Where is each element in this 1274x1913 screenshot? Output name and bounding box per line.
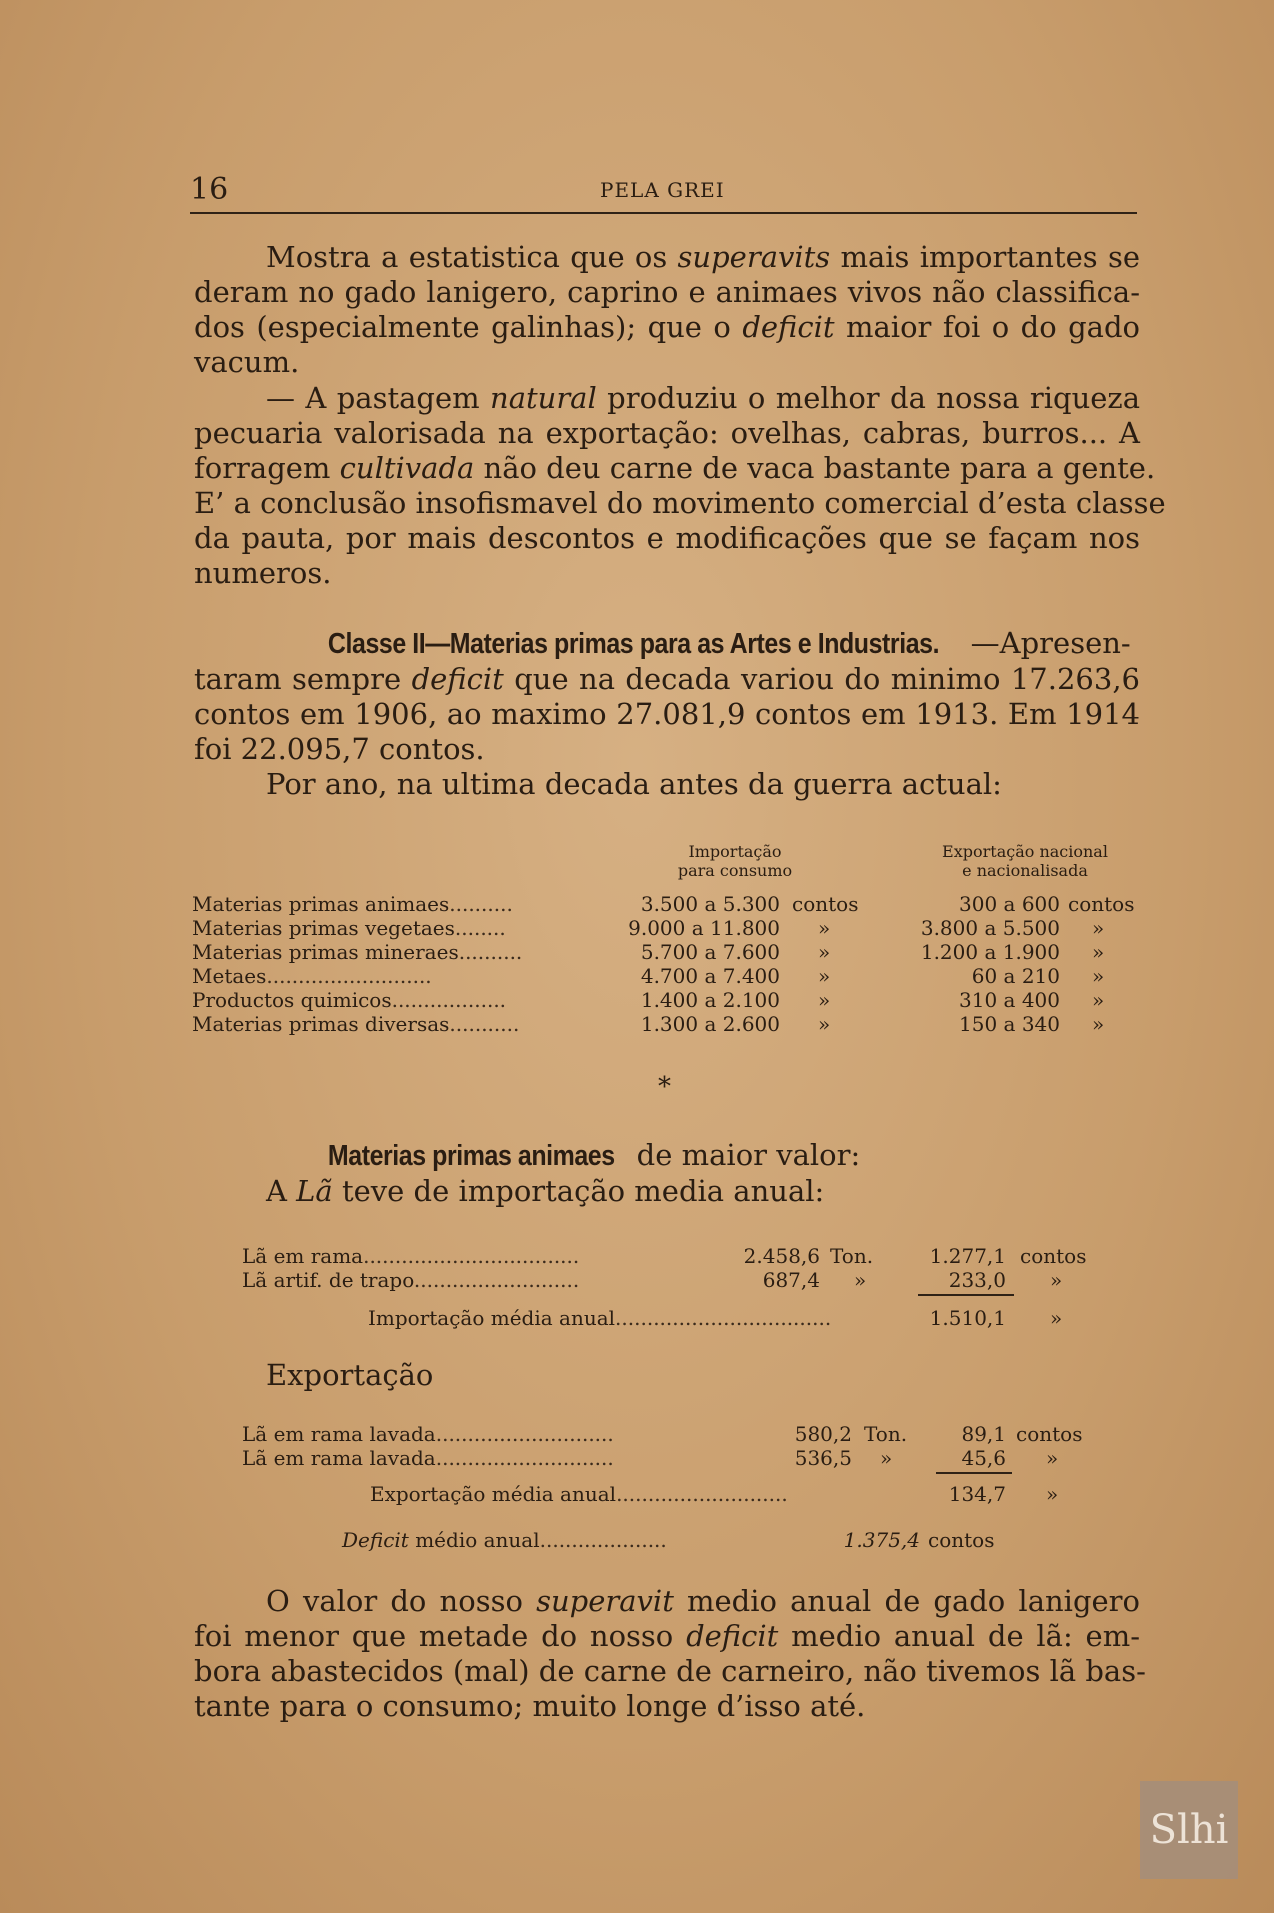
quantity-unit: » bbox=[854, 1268, 867, 1292]
quantity-unit: » bbox=[880, 1446, 893, 1470]
text-line: Mostra a estatistica que os superavits mais importantes se bbox=[266, 240, 1140, 274]
import-range: 3.500 a 5.300 bbox=[640, 892, 780, 916]
table-row: Metaes.......................... bbox=[192, 964, 432, 988]
import-range: 5.700 a 7.600 bbox=[640, 940, 780, 964]
export-unit: contos bbox=[1068, 892, 1135, 916]
table-row: Lã artif. de trapo.......................... bbox=[242, 1268, 580, 1292]
text-line: taram sempre deficit que na decada variou do minimo 17.263,6 bbox=[194, 662, 1140, 696]
text-line: A Lã teve de importação media anual: bbox=[266, 1174, 825, 1208]
deficit-value: 1.375,4 bbox=[843, 1528, 920, 1552]
text-line: dos (especialmente galinhas); que o deficit maior foi o do gado bbox=[194, 310, 1140, 344]
text-line: contos em 1906, ao maximo 27.081,9 contos em 1913. Em 1914 bbox=[194, 697, 1140, 731]
table-row: Materias primas mineraes.......... bbox=[192, 940, 523, 964]
table-row: Materias primas diversas........... bbox=[192, 1012, 520, 1036]
text-line: Classe II—Materias primas para as Artes e Industrias. —Apresen- bbox=[194, 626, 1140, 662]
quantity-unit: Ton. bbox=[864, 1422, 908, 1446]
value: 89,1 bbox=[961, 1422, 1006, 1446]
section-heading: Classe II—Materias primas para as Artes e Industrias. bbox=[327, 628, 940, 660]
import-unit: » bbox=[818, 1012, 831, 1036]
import-range: 4.700 a 7.400 bbox=[640, 964, 780, 988]
quantity: 2.458,6 bbox=[743, 1244, 820, 1268]
export-range: 310 a 400 bbox=[959, 988, 1060, 1012]
export-unit: » bbox=[1092, 964, 1105, 988]
export-unit: » bbox=[1092, 940, 1105, 964]
export-range: 1.200 a 1.900 bbox=[920, 940, 1060, 964]
total-value: 1.510,1 bbox=[929, 1306, 1006, 1330]
table-row: Lã em rama.................................. bbox=[242, 1244, 580, 1268]
paragraph-3 bbox=[194, 626, 1140, 802]
import-range: 1.300 a 2.600 bbox=[640, 1012, 780, 1036]
running-title: PELA GREI bbox=[600, 178, 725, 202]
text-line: O valor do nosso superavit medio anual de gado lanigero bbox=[266, 1584, 1140, 1618]
export-range: 60 a 210 bbox=[971, 964, 1060, 988]
sum-rule bbox=[918, 1294, 1014, 1296]
total-row: Importação média anual.................................. bbox=[368, 1306, 832, 1330]
quantity: 687,4 bbox=[762, 1268, 820, 1292]
import-column-header: Importação para consumo bbox=[677, 842, 793, 880]
table-row: Productos quimicos.................. bbox=[192, 988, 507, 1012]
section-separator: * bbox=[658, 1072, 671, 1102]
export-range: 300 a 600 bbox=[959, 892, 1060, 916]
export-range: 150 a 340 bbox=[959, 1012, 1060, 1036]
text-line: Por ano, na ultima decada antes da guerra actual: bbox=[266, 767, 1002, 801]
text-line: foi menor que metade do nosso deficit medio anual de lã: em- bbox=[194, 1619, 1141, 1653]
table-row: Lã em rama lavada............................ bbox=[242, 1446, 614, 1470]
library-watermark-logo: Slhi bbox=[1140, 1781, 1238, 1879]
deficit-row: Deficit médio anual.................... bbox=[342, 1528, 667, 1552]
text-line: pecuaria valorisada na exportação: ovelhas, cabras, burros... A bbox=[194, 416, 1140, 450]
table-row: Materias primas animaes.......... bbox=[192, 892, 513, 916]
table-row: Materias primas vegetaes........ bbox=[192, 916, 506, 940]
text-line: — A pastagem natural produziu o melhor da nossa riqueza bbox=[266, 381, 1140, 415]
value-unit: contos bbox=[1020, 1244, 1087, 1268]
header-rule bbox=[190, 212, 1137, 214]
page-number: 16 bbox=[190, 172, 229, 207]
section-heading: Materias primas animaes bbox=[327, 1140, 615, 1172]
value-unit: » bbox=[1050, 1268, 1063, 1292]
paragraph-1 bbox=[194, 240, 1140, 380]
value-unit: » bbox=[1046, 1446, 1059, 1470]
total-unit: » bbox=[1050, 1306, 1063, 1330]
value: 1.277,1 bbox=[929, 1244, 1006, 1268]
total-row: Exportação média anual........................... bbox=[370, 1482, 788, 1506]
export-unit: » bbox=[1092, 916, 1105, 940]
text-line: E’ a conclusão insofismavel do movimento comercial d’esta classe bbox=[194, 486, 1166, 520]
export-range: 3.800 a 5.500 bbox=[920, 916, 1060, 940]
quantity: 536,5 bbox=[794, 1446, 852, 1470]
import-unit: » bbox=[818, 916, 831, 940]
import-unit: » bbox=[818, 940, 831, 964]
text-line: deram no gado lanigero, caprino e animaes vivos não classifica- bbox=[194, 275, 1140, 309]
export-column-header: Exportação nacional e nacionalisada bbox=[942, 842, 1108, 880]
export-unit: » bbox=[1092, 1012, 1105, 1036]
text-line: numeros. bbox=[194, 556, 332, 590]
text-line: foi 22.095,7 contos. bbox=[194, 732, 485, 766]
text-line: forragem cultivada não deu carne de vaca bastante para a gente. bbox=[194, 451, 1156, 485]
value: 233,0 bbox=[948, 1268, 1006, 1292]
deficit-unit: contos bbox=[928, 1528, 995, 1552]
text-line: bora abastecidos (mal) de carne de carneiro, não tivemos lã bas- bbox=[194, 1654, 1146, 1688]
import-unit: contos bbox=[792, 892, 859, 916]
import-unit: » bbox=[818, 988, 831, 1012]
text-line: vacum. bbox=[194, 345, 300, 379]
quantity: 580,2 bbox=[794, 1422, 852, 1446]
value: 45,6 bbox=[961, 1446, 1006, 1470]
export-unit: » bbox=[1092, 988, 1105, 1012]
text-line: tante para o consumo; muito longe d’isso até. bbox=[194, 1689, 866, 1723]
total-unit: » bbox=[1046, 1482, 1059, 1506]
paragraph-2 bbox=[194, 381, 1166, 591]
import-range: 9.000 a 11.800 bbox=[628, 916, 780, 940]
quantity-unit: Ton. bbox=[830, 1244, 874, 1268]
sum-rule bbox=[936, 1472, 1012, 1474]
value-unit: contos bbox=[1016, 1422, 1083, 1446]
paragraph-la bbox=[194, 1138, 1140, 1209]
table-row: Lã em rama lavada............................ bbox=[242, 1422, 614, 1446]
total-value: 134,7 bbox=[948, 1482, 1006, 1506]
export-heading: Exportação bbox=[266, 1358, 434, 1392]
paragraph-4 bbox=[194, 1584, 1146, 1724]
import-unit: » bbox=[818, 964, 831, 988]
text-line: Materias primas animaes de maior valor: bbox=[194, 1138, 1140, 1174]
import-range: 1.400 a 2.100 bbox=[640, 988, 780, 1012]
text-line: da pauta, por mais descontos e modificações que se façam nos bbox=[194, 521, 1140, 555]
